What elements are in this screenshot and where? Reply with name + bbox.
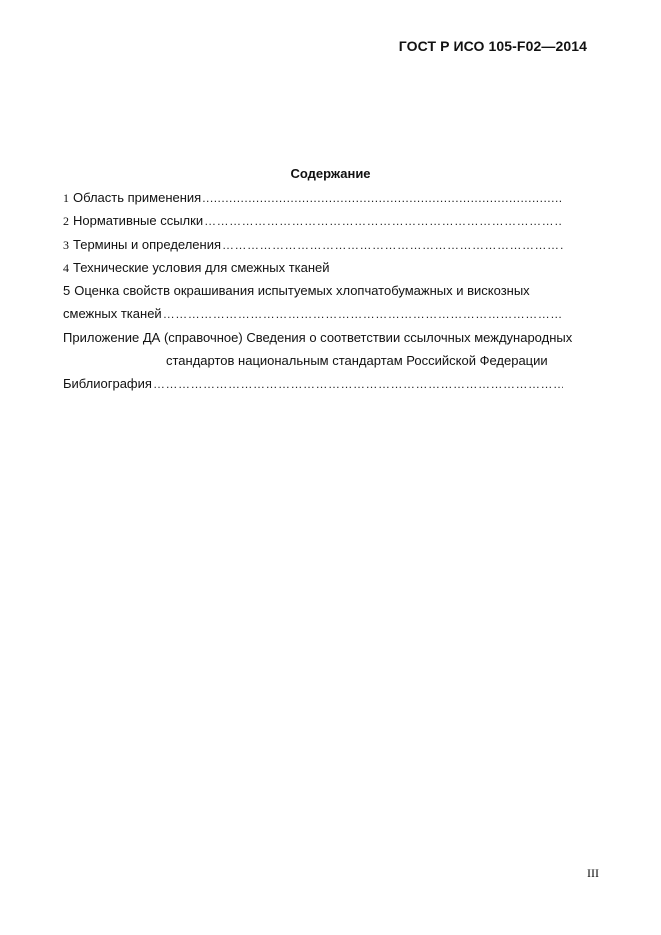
toc-item-text: Библиография [63,376,152,392]
toc-item-number: 2 [63,214,69,229]
toc-item-4[interactable] [63,256,563,279]
toc-item-text: Приложение ДА (справочное) Сведения о соответствии ссылочных международных [63,329,573,345]
document-code: ГОСТ Р ИСО 105-F02—2014 [398,38,587,54]
toc-item-3[interactable] [63,233,563,256]
toc-item-number: 4 [63,260,69,275]
toc-item-number: 3 [63,237,69,252]
toc-item-number: 1 [63,191,69,205]
toc-item-text: стандартов национальным стандартам Российской Федерации [166,353,548,369]
toc-leader-dots [204,210,563,233]
toc-item-text: смежных тканей [63,306,162,322]
toc-item-text: Оценка свойств окрашивания испытуемых хлопчатобумажных и вискозных [74,283,530,299]
toc-leader-dots [222,234,563,257]
toc-item-text: Нормативные ссылки [73,213,204,229]
toc-item-2[interactable] [63,209,563,232]
page-number: III [587,866,599,880]
toc-item-text: Термины и определения [73,236,222,252]
toc-item-5-line1[interactable] [63,279,563,302]
toc-item-bibliography[interactable] [63,372,563,395]
toc-item-1[interactable] [63,186,563,209]
toc-item-appendix-line1[interactable] [63,326,593,349]
toc-leader-dots [202,187,563,210]
toc-item-text: Область применения [73,190,202,205]
toc-item-appendix-line2[interactable] [63,349,563,372]
toc-leader-dots [163,303,563,326]
toc-leader-dots [153,373,563,396]
toc-item-text: Технические условия для смежных тканей [73,259,330,275]
toc-title: Содержание [290,166,371,181]
toc-item-5-line2[interactable] [63,302,563,325]
table-of-contents [63,186,573,396]
toc-item-number: 5 [63,283,71,299]
